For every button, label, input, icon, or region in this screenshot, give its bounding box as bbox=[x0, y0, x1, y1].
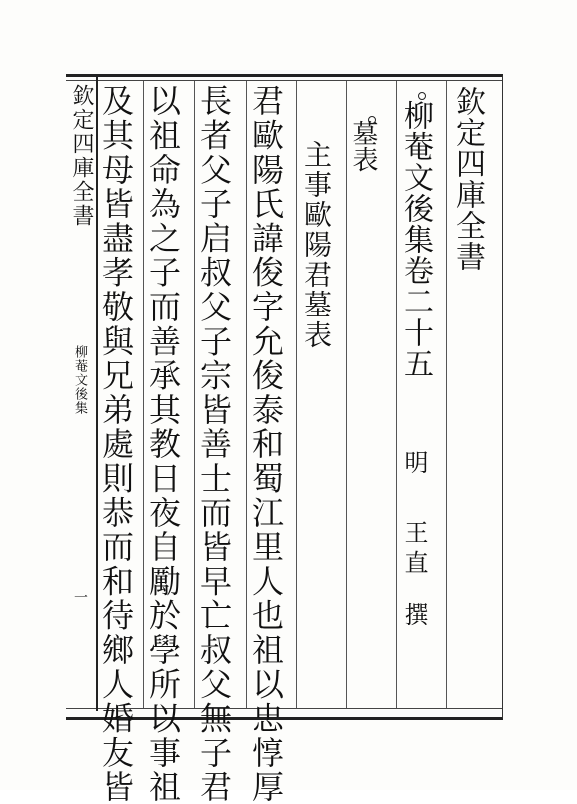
essay-title: 主事歐陽君墓表 bbox=[300, 140, 333, 350]
margin-collection-title: 欽定四庫全書 bbox=[69, 84, 94, 228]
margin-book-title: 柳菴文後集 bbox=[72, 345, 87, 415]
section-title: 墓表 bbox=[348, 120, 378, 172]
header-collection-title: 欽定四庫全書 bbox=[450, 86, 485, 272]
column-rule bbox=[446, 81, 447, 708]
frame-inner-top-rule bbox=[66, 80, 502, 81]
column-rule bbox=[396, 81, 397, 708]
margin-page-number: 一 bbox=[72, 590, 88, 604]
book-volume-title: 柳菴文後集卷二十五 bbox=[398, 100, 433, 379]
author-name: 王直 bbox=[400, 520, 428, 580]
column-rule bbox=[296, 81, 297, 708]
author-dynasty: 明 bbox=[400, 450, 428, 474]
author-role: 撰 bbox=[400, 602, 428, 626]
body-text-column: 以祖命為之子而善承其教日夜自勵於學所以事祖 bbox=[144, 84, 182, 804]
body-text-column: 長者父子启叔父子宗皆善士而皆早亡叔父無子君 bbox=[195, 84, 233, 804]
circle-mark bbox=[418, 92, 426, 100]
body-text-column: 及其母皆盡孝敬與兄弟處則恭而和待鄉人婚友皆 bbox=[97, 84, 135, 804]
column-rule bbox=[346, 81, 347, 708]
body-text-column: 君歐陽氏諱俊字允俊泰和蜀江里人也祖以忠惇厚 bbox=[247, 84, 285, 804]
